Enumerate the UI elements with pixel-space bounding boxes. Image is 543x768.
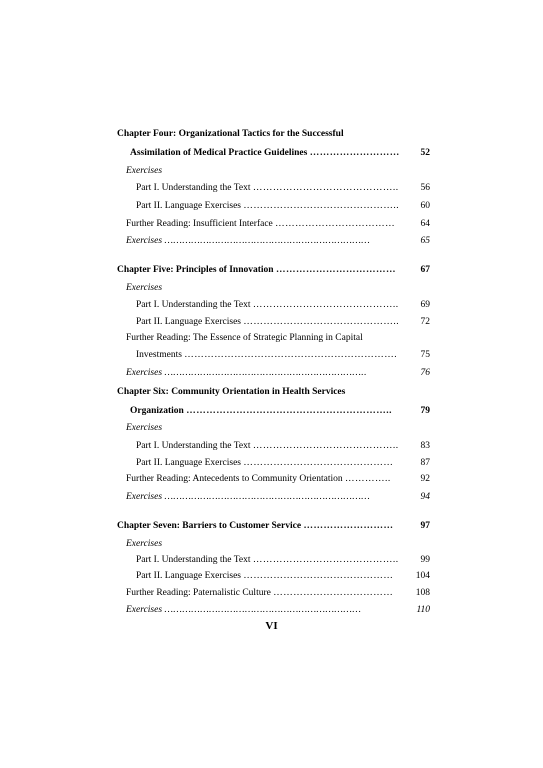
toc-page-number: 94 [420, 492, 430, 502]
toc-entry-title: Part I. Understanding the Text [136, 441, 251, 451]
toc-entry [136, 438, 430, 454]
toc-leader-dots: ……………………………………….. [243, 317, 400, 327]
toc-leader-dots: ……………………………………… [243, 458, 394, 468]
toc-entry [126, 163, 430, 179]
toc-entry-title: Part II. Language Exercises [136, 317, 241, 327]
toc-leader-dots: …………………………………………………………… [164, 492, 371, 502]
toc-page-number: 72 [420, 317, 430, 327]
toc-entry-title: Exercises [126, 492, 163, 502]
toc-page-number: 64 [420, 219, 430, 229]
toc-entry [117, 262, 430, 278]
toc-entry [126, 365, 430, 381]
toc-entry [136, 347, 430, 363]
toc-entry-title: Chapter Five: Principles of Innovation [117, 265, 274, 275]
toc-entry-title: Further Reading: Paternalistic Culture [126, 588, 271, 598]
toc-entry-title: Exercises [126, 539, 163, 549]
toc-entry [126, 471, 430, 487]
toc-entry-title: Part I. Understanding the Text [136, 300, 251, 310]
toc-entry-title: Chapter Seven: Barriers to Customer Service [117, 521, 302, 531]
toc-page-number: 67 [420, 265, 430, 275]
toc-entry-title: Exercises [126, 166, 163, 176]
toc-entry-title: Organization [130, 406, 184, 416]
toc-leader-dots: ………….. [345, 474, 391, 484]
toc-entry [136, 180, 430, 196]
toc-leader-dots: ……………………………………….. [243, 201, 400, 211]
toc-entry-title: Exercises [126, 605, 163, 615]
toc-entry-title: Part I. Understanding the Text [136, 555, 251, 565]
toc-entry [126, 602, 430, 618]
toc-entry-title: Part I. Understanding the Text [136, 183, 251, 193]
toc-leader-dots: …………………………………….. [252, 441, 399, 451]
toc-page-number: 110 [416, 605, 430, 615]
toc-page-number: 56 [420, 183, 430, 193]
toc-entry-title: Part II. Language Exercises [136, 201, 241, 211]
toc-page-number: 65 [420, 236, 430, 246]
toc-leader-dots: ………………………………………………………. [184, 350, 398, 360]
toc-page-number: 99 [420, 555, 430, 565]
toc-page-number: 76 [420, 368, 430, 378]
toc-entry [117, 384, 430, 400]
toc-leader-dots: …………………………………………………………… [164, 236, 371, 246]
toc-page-number: 104 [415, 571, 430, 581]
toc-page-number: 75 [420, 350, 430, 360]
toc-leader-dots: ……………………………… [273, 588, 394, 598]
page-number-folio: VI [265, 620, 278, 632]
toc-entry [136, 297, 430, 313]
toc-leader-dots: …………………………………….. [252, 183, 399, 193]
toc-page-number: 92 [420, 474, 430, 484]
toc-entry-title: Exercises [126, 423, 163, 433]
toc-page-number: 60 [420, 201, 430, 211]
toc-entry [126, 330, 430, 346]
toc-entry-title: Assimilation of Medical Practice Guidelines [130, 148, 308, 158]
toc-entry-title: Exercises [126, 368, 163, 378]
toc-page-number: 52 [420, 148, 430, 158]
toc-leader-dots: …………………………………….. [252, 300, 399, 310]
toc-page-number: 69 [420, 300, 430, 310]
toc-page-number: 108 [415, 588, 430, 598]
toc-leader-dots: ……………………… [309, 148, 400, 158]
toc-entry [126, 536, 430, 552]
toc-entry-title: Investments [136, 350, 182, 360]
toc-entry [126, 216, 430, 232]
toc-entry-title: Exercises [126, 283, 163, 293]
toc-entry-title: Chapter Four: Organizational Tactics for the Successful [117, 129, 344, 139]
toc-entry-title: Further Reading: Antecedents to Community Orientation [126, 474, 343, 484]
toc-entry [126, 489, 430, 505]
toc-entry [136, 552, 430, 568]
toc-entry [126, 233, 430, 249]
toc-entry [126, 420, 430, 436]
toc-entry [136, 198, 430, 214]
toc-page-number: 83 [420, 441, 430, 451]
toc-leader-dots: …………………………………….. [252, 555, 399, 565]
toc-entry-title: Exercises [126, 236, 163, 246]
toc-entry [136, 455, 430, 471]
toc-leader-dots: ……………………………… [275, 219, 396, 229]
toc-entry-title: Chapter Six: Community Orientation in Health Services [117, 387, 346, 397]
toc-entry [126, 280, 430, 296]
toc-entry [130, 145, 430, 161]
toc-entry [126, 585, 430, 601]
toc-leader-dots: …………………………………………………….. [186, 406, 392, 416]
toc-leader-dots: ………………………………………………………….. [164, 368, 368, 378]
toc-leader-dots: ……………………………… [275, 265, 396, 275]
toc-page-number: 87 [420, 458, 430, 468]
toc-leader-dots: ………………………………………………………… [164, 605, 362, 615]
toc-page-number: 79 [420, 406, 430, 416]
toc-entry [136, 314, 430, 330]
toc-entry [136, 568, 430, 584]
toc-entry-title: Further Reading: The Essence of Strategic Planning in Capital [126, 333, 363, 343]
toc-entry-title: Part II. Language Exercises [136, 571, 241, 581]
toc-entry [130, 403, 430, 419]
toc-page-number: 97 [420, 521, 430, 531]
toc-leader-dots: ……………………… [303, 521, 394, 531]
toc-entry [117, 518, 430, 534]
toc-entry-title: Further Reading: Insufficient Interface [126, 219, 273, 229]
toc-entry [117, 126, 430, 142]
toc-leader-dots: ……………………………………… [243, 571, 394, 581]
toc-entry-title: Part II. Language Exercises [136, 458, 241, 468]
